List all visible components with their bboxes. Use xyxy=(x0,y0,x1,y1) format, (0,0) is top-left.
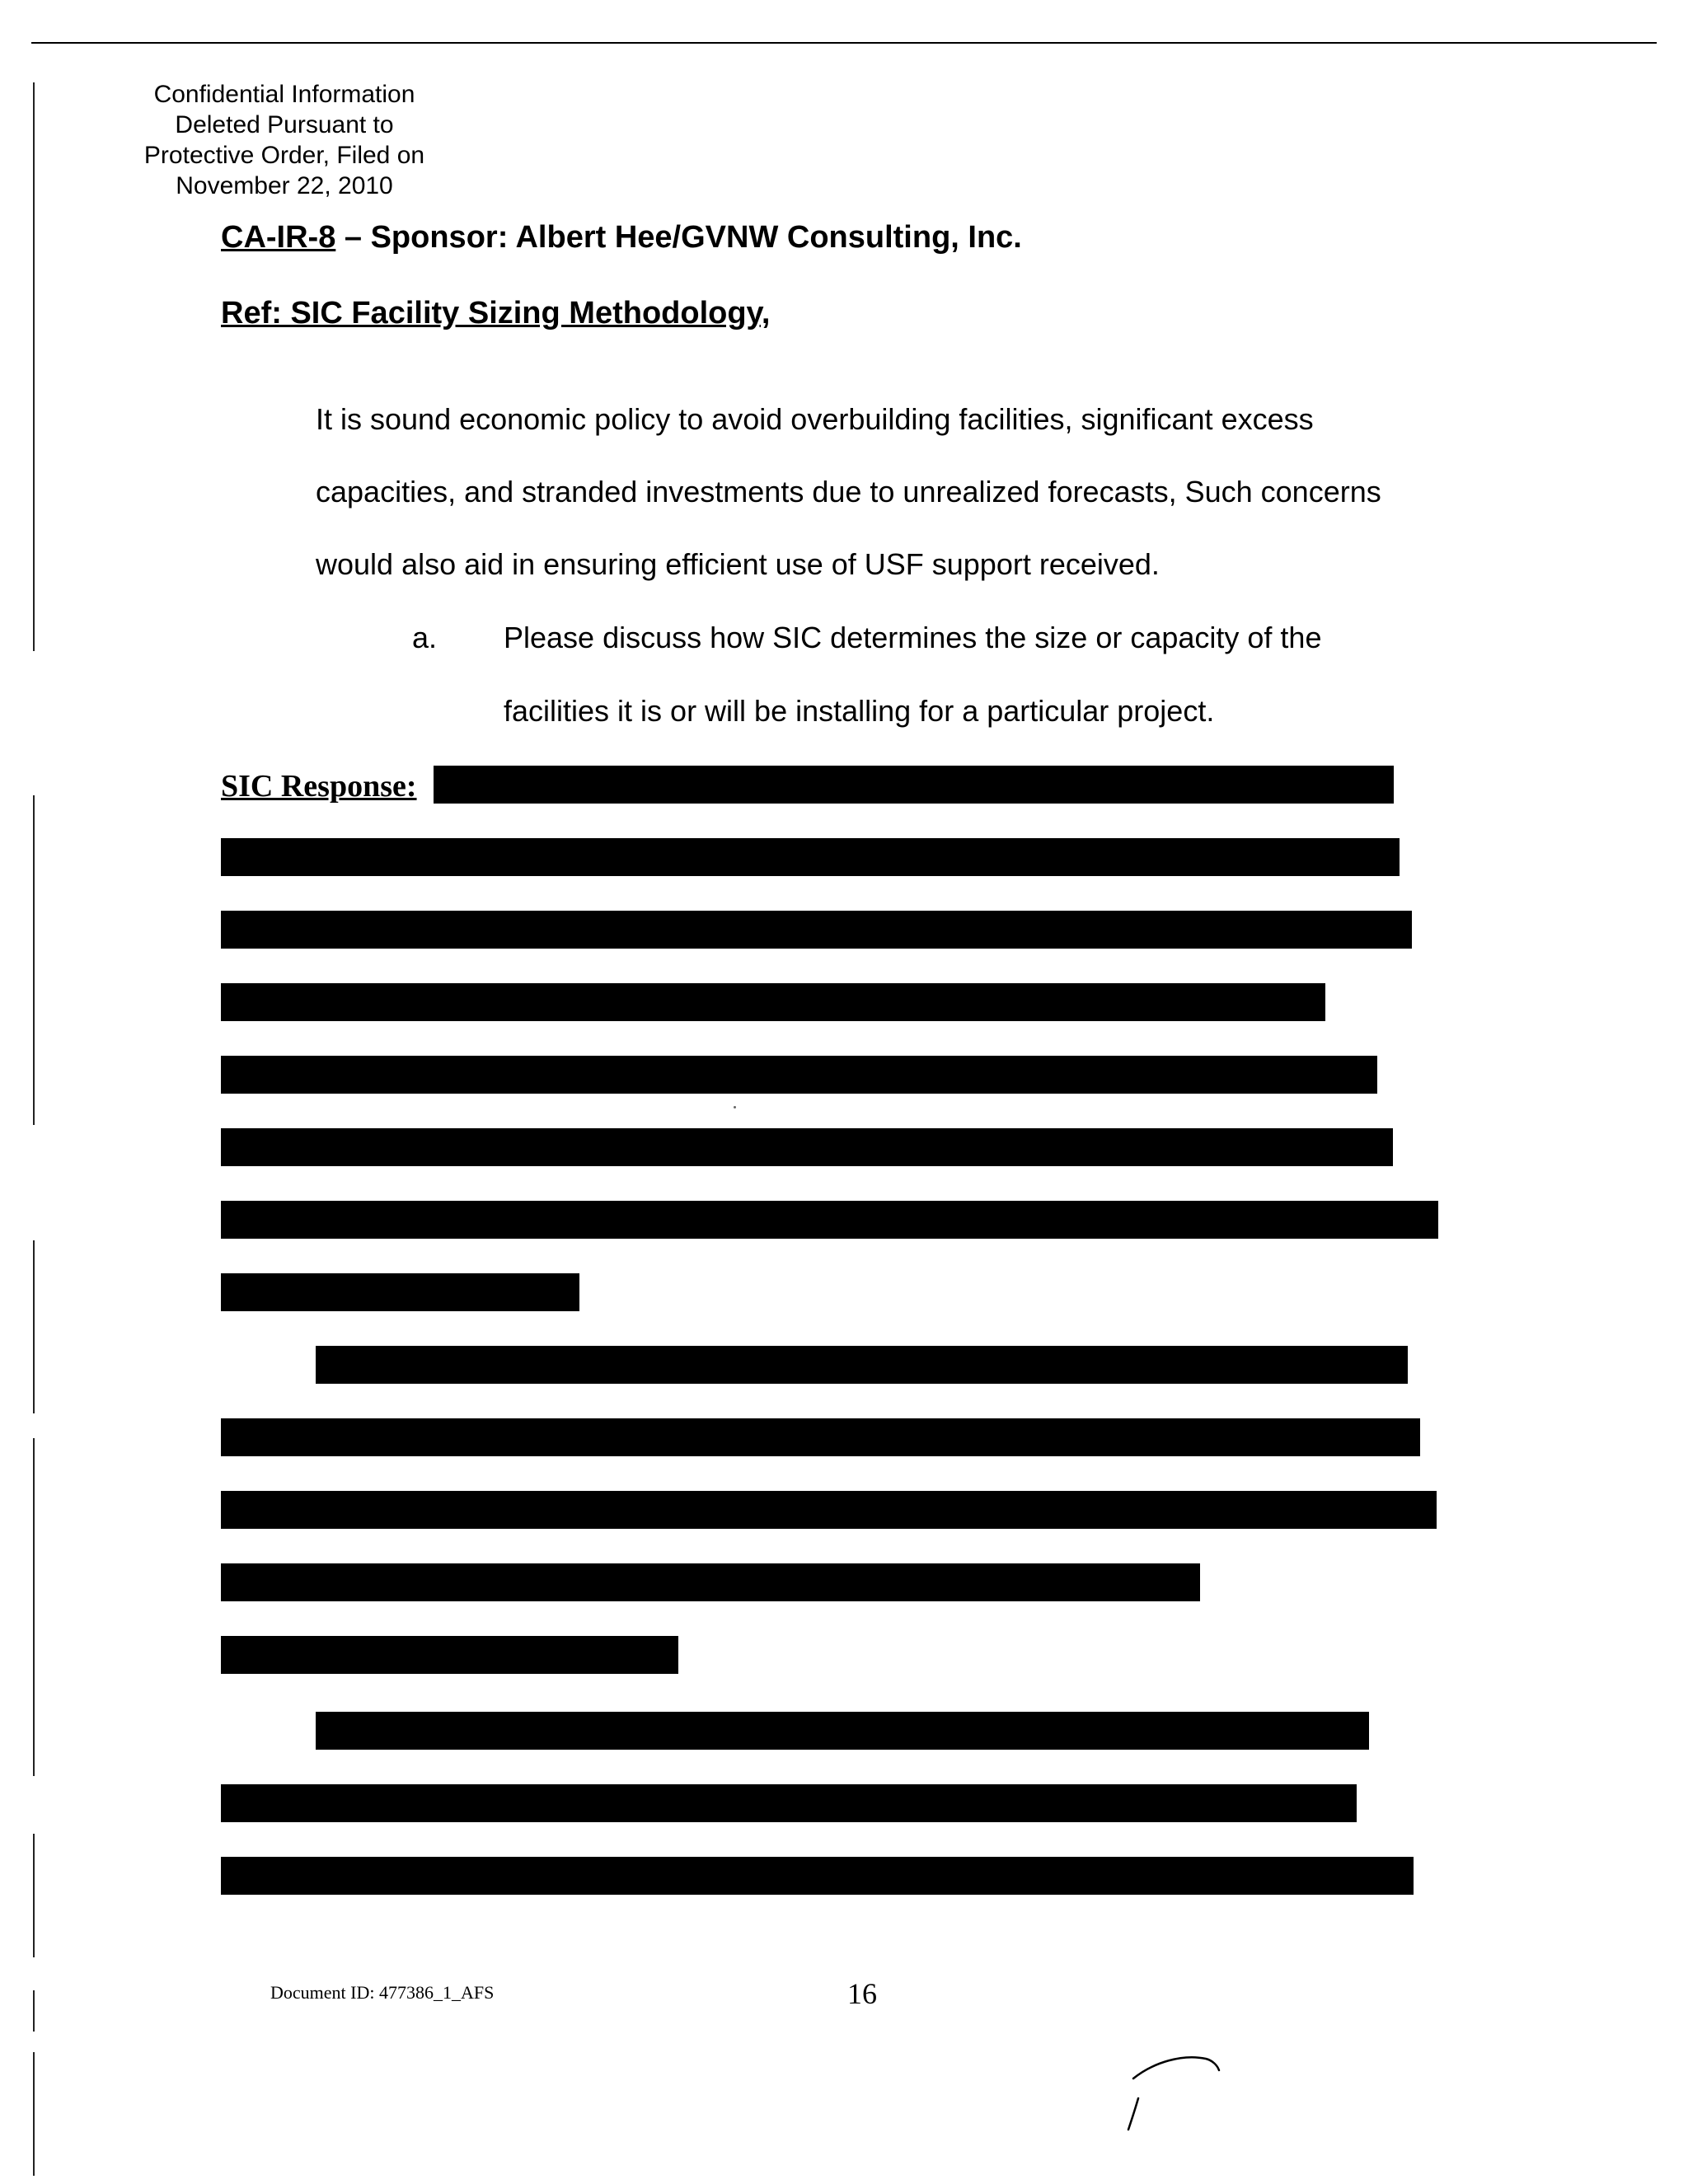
redaction-bar xyxy=(434,766,1394,804)
redaction-bar xyxy=(221,1563,1200,1601)
redaction-bar xyxy=(221,1056,1377,1094)
redaction-bar xyxy=(316,1712,1369,1750)
margin-change-bar xyxy=(33,1240,35,1413)
question-sponsor: – Sponsor: Albert Hee/GVNW Consulting, Inc. xyxy=(335,220,1022,255)
paragraph-line: capacities, and stranded investments due to unrealized forecasts, Such concerns xyxy=(316,475,1381,509)
handwritten-mark-icon xyxy=(1117,2044,1232,2143)
reference-text: Ref: SIC Facility Sizing Methodology, xyxy=(221,296,771,330)
confidential-line: Deleted Pursuant to xyxy=(175,111,394,138)
item-line: Please discuss how SIC determines the size or capacity of the xyxy=(504,621,1322,654)
redaction-bar xyxy=(221,1418,1420,1456)
question-id: CA-IR-8 xyxy=(221,220,336,255)
margin-change-bar xyxy=(33,795,35,1125)
redaction-bar xyxy=(221,1491,1437,1529)
margin-change-bar xyxy=(33,82,35,651)
item-letter: a. xyxy=(412,621,438,654)
redaction-bar xyxy=(221,1273,579,1311)
confidential-line: Protective Order, Filed on xyxy=(143,142,425,169)
margin-change-bar xyxy=(33,1990,35,2032)
redaction-bar xyxy=(221,1784,1357,1822)
margin-change-bar xyxy=(33,2052,35,2176)
confidential-line: Confidential Information xyxy=(153,81,415,108)
redaction-bar xyxy=(221,1636,678,1674)
redaction-bar xyxy=(316,1346,1408,1384)
confidentiality-notice xyxy=(124,79,445,201)
reference-heading xyxy=(221,296,770,331)
scan-speck xyxy=(734,1106,736,1108)
redaction-bar xyxy=(221,983,1325,1021)
redaction-bar xyxy=(221,1128,1393,1166)
document-id: Document ID: 477386_1_AFS xyxy=(270,1982,495,2003)
margin-change-bar xyxy=(33,1834,35,1957)
confidential-line: November 22, 2010 xyxy=(176,172,393,199)
redaction-bar xyxy=(221,1857,1414,1895)
page-number: 16 xyxy=(847,1977,877,2010)
redaction-bar xyxy=(221,911,1412,949)
item-line: facilities it is or will be installing for a particular project. xyxy=(504,694,1215,728)
top-rule xyxy=(31,42,1657,44)
redaction-bar xyxy=(221,1201,1438,1239)
paragraph-line: It is sound economic policy to avoid overbuilding facilities, significant excess xyxy=(316,402,1314,436)
question-heading xyxy=(221,220,1022,255)
paragraph-line: would also aid in ensuring efficient use of USF support received. xyxy=(316,547,1160,581)
margin-change-bar xyxy=(33,1438,35,1776)
redaction-bar xyxy=(221,838,1400,876)
response-label: SIC Response: xyxy=(221,769,417,804)
